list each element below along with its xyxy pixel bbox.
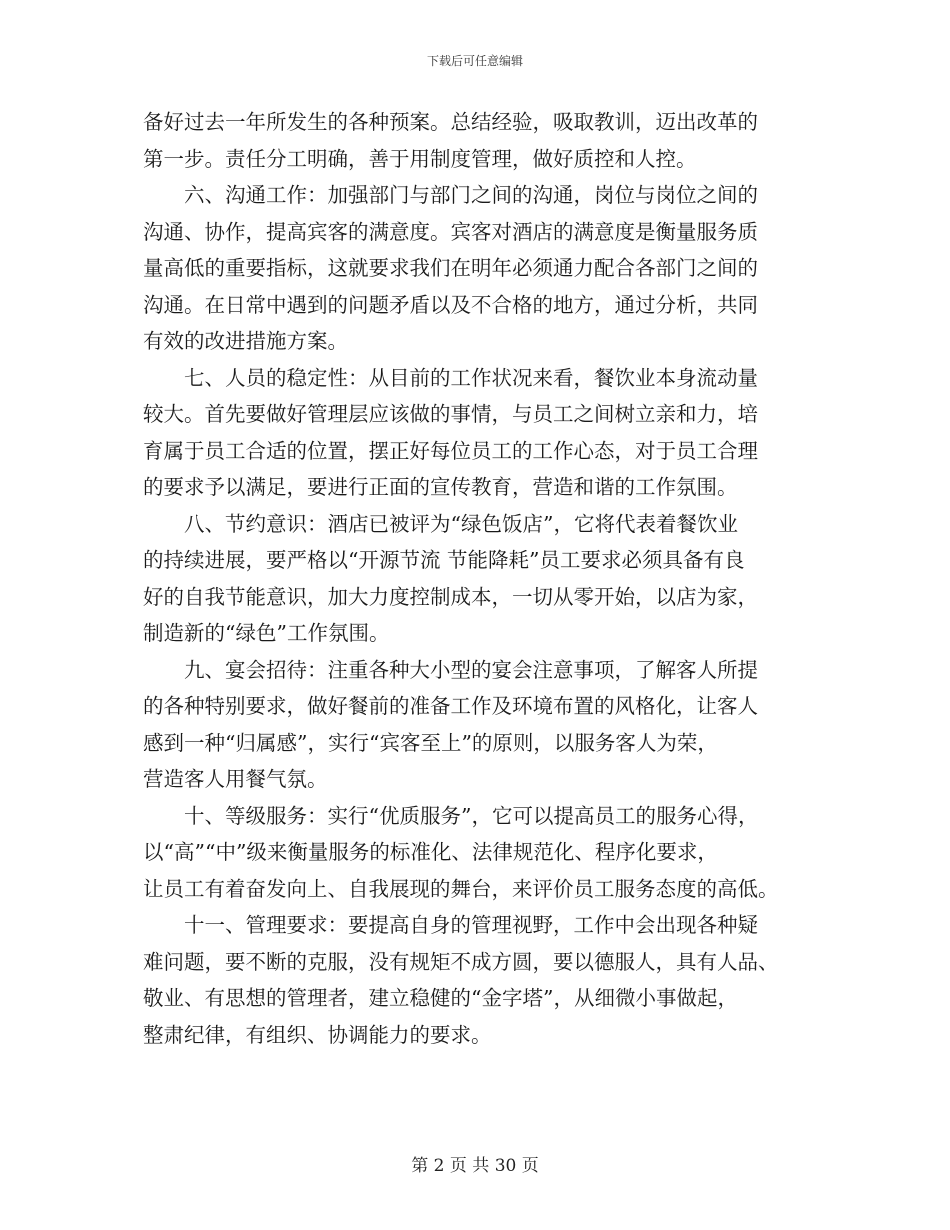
text-line: 十、等级服务：实行“优质服务”，它可以提高员工的服务心得， (143, 803, 759, 828)
text-line: 沟通。在日常中遇到的问题矛盾以及不合格的地方，通过分析，共同 (143, 292, 758, 317)
text-line: 让员工有着奋发向上、自我展现的舞台，来评价员工服务态度的高低。 (143, 876, 779, 901)
text-line: 第一步。责任分工明确，善于用制度管理，做好质控和人控。 (143, 146, 697, 171)
text-line: 备好过去一年所发生的各种预案。总结经验，吸取教训，迈出改革的 (143, 110, 758, 134)
text-line: 营造客人用餐气氛。 (143, 767, 328, 791)
page-number: 第 2 页 共 30 页 (411, 1156, 539, 1176)
text-line: 制造新的“绿色”工作氛围。 (143, 621, 390, 645)
text-line: 以“高”“中”级来衡量服务的标准化、法律规范化、程序化要求， (143, 840, 718, 864)
text-line: 难问题，要不断的克服，没有规矩不成方圆，要以德服人，具有人品、 (143, 949, 779, 974)
text-line: 沟通、协作，提高宾客的满意度。宾客对酒店的满意度是衡量服务质 (143, 219, 758, 244)
text-line: 敬业、有思想的管理者，建立稳健的“金字塔”，从细微小事做起， (143, 986, 738, 1010)
text-line: 育属于员工合适的位置，摆正好每位员工的工作心态，对于员工合理 (143, 438, 758, 463)
text-line: 量高低的重要指标，这就要求我们在明年必须通力配合各部门之间的 (143, 256, 758, 280)
text-line: 的持续进展，要严格以“开源节流 节能降耗”员工要求必须具备有良 (143, 548, 745, 572)
text-line: 十一、管理要求：要提高自身的管理视野，工作中会出现各种疑 (143, 913, 758, 937)
text-line: 整肃纪律，有组织、协调能力的要求。 (143, 1022, 492, 1047)
document-body (143, 104, 815, 1053)
text-line: 的要求予以满足，要进行正面的宣传教育，营造和谐的工作氛围。 (143, 475, 738, 499)
text-line: 八、节约意识：酒店已被评为“绿色饭店”，它将代表着餐饮业 (143, 511, 738, 536)
text-line: 较大。首先要做好管理层应该做的事情，与员工之间树立亲和力，培 (143, 402, 758, 426)
text-line: 有效的改进措施方案。 (143, 329, 348, 353)
text-line: 六、沟通工作：加强部门与部门之间的沟通，岗位与岗位之间的 (143, 183, 758, 207)
text-line: 九、宴会招待：注重各种大小型的宴会注意事项，了解客人所提 (143, 657, 758, 682)
text-line: 好的自我节能意识，加大力度控制成本，一切从零开始，以店为家， (143, 584, 758, 609)
text-line: 感到一种“归属感”，实行“宾客至上”的原则，以服务客人为荣， (143, 730, 718, 755)
page-header: 下载后可任意编辑 (426, 54, 523, 68)
text-line: 的各种特别要求，做好餐前的准备工作及环境布置的风格化，让客人 (143, 694, 758, 718)
text-line: 七、人员的稳定性：从目前的工作状况来看，餐饮业本身流动量 (143, 365, 758, 390)
